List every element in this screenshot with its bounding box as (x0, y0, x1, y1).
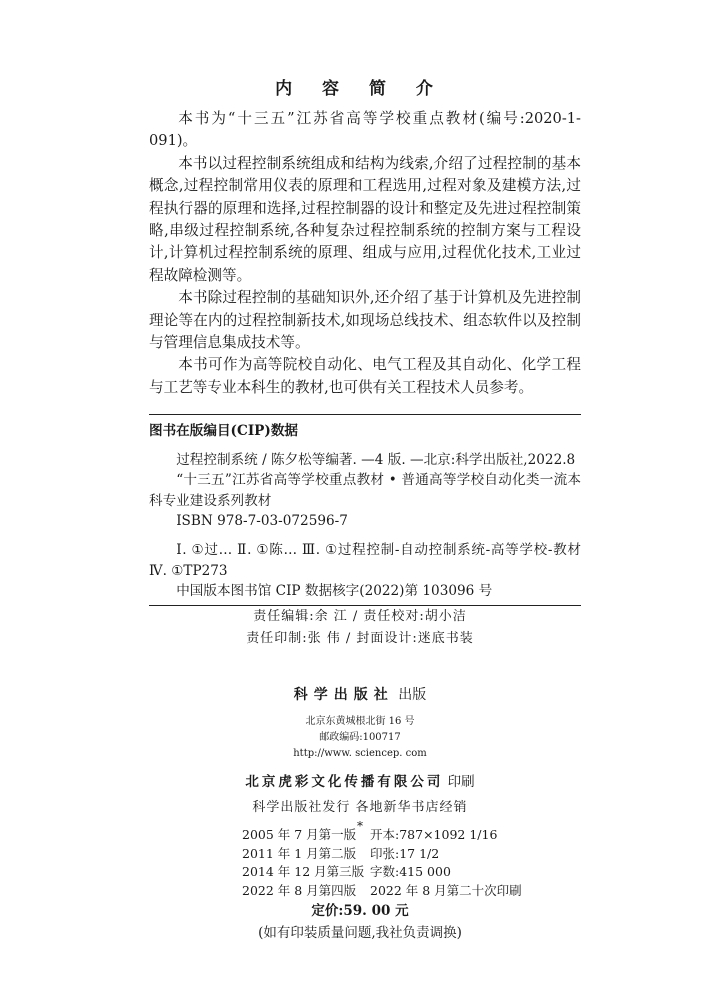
quality-note: (如有印装质量问题,我社负责调换) (258, 925, 462, 941)
editor-credit-line: 责任编辑:余 江 / 责任校对:胡小洁 (253, 609, 467, 624)
intro-paragraph: 本书除过程控制的基础知识外,还介绍了基于计算机及先进控制理论等在内的过程控制新技术,如现场总线技术、组态软件以及控制与管理信息集成技术等。 (149, 289, 581, 352)
intro-paragraph: 本书以过程控制系统组成和结构为线索,介绍了过程控制的基本概念,过程控制常用仪表的原理和工程选用,过程对象及建模方法,过程执行器的原理和选择,过程控制器的设计和整定及先进过程控制策略,串级过程控制系统,各种复杂过程控制系统的控制方案与工程设计,计算机过程控制系统的原理、组成与应用,过程优化技术,工业过程故障检测等。 (149, 154, 581, 284)
separator-star: * (357, 819, 363, 833)
staff-credits (0, 606, 720, 650)
cip-series-line: “十三五”江苏省高等学校重点教材 • 普通高等学校自动化类一流本科专业建设系列教材 (149, 472, 581, 509)
distribution-line: 科学出版社发行 各地新华书店经销 (252, 800, 468, 815)
publisher-url: http://www. sciencep. com (293, 748, 427, 759)
printer-line (0, 770, 720, 790)
cip-isbn: ISBN 978-7-03-072596-7 (176, 513, 348, 530)
edition-table (242, 826, 572, 900)
edition-row (242, 863, 572, 882)
publisher-address-block (0, 714, 720, 762)
edition-date: 2022 年 8 月第四版 (242, 882, 357, 898)
cip-block (149, 414, 581, 606)
edition-row (242, 845, 572, 864)
cip-classification: Ⅰ. ①过… Ⅱ. ①陈… Ⅲ. ①过程控制-自动控制系统-高等学校-教材 Ⅳ. ①TP273 (149, 541, 581, 579)
printer-suffix: 印刷 (443, 774, 475, 790)
intro-section (149, 108, 581, 399)
publisher-address: 北京东黄城根北街 16 号 (305, 716, 415, 727)
publisher-name: 科学出版社 (293, 687, 394, 703)
edition-date: 2005 年 7 月第一版 (242, 827, 357, 842)
edition-row (242, 882, 572, 901)
edition-spec: 印张:17 1/2 (370, 845, 440, 861)
publisher-postcode: 邮政编码:100717 (319, 732, 401, 743)
cip-number: 中国版本图书馆 CIP 数据核字(2022)第 103096 号 (176, 583, 493, 600)
production-credit-line: 责任印制:张 伟 / 封面设计:迷底书装 (246, 631, 474, 646)
edition-spec: 字数:415 000 (370, 864, 451, 879)
publisher-block (0, 684, 720, 833)
edition-date: 2014 年 12 月第三版 (242, 864, 365, 879)
intro-paragraph: 本书可作为高等院校自动化、电气工程及其自动化、化学工程与工艺等专业本科生的教材,也可供有关工程技术人员参考。 (149, 356, 581, 396)
intro-paragraph: 本书为“十三五”江苏省高等学校重点教材(编号:2020-1-091)。 (149, 110, 581, 150)
edition-spec: 2022 年 8 月第二十次印刷 (370, 882, 522, 898)
cip-heading: 图书在版编目(CIP)数据 (149, 423, 299, 439)
cip-title-line: 过程控制系统 / 陈夕松等编著. —4 版. —北京:科学出版社,2022.8 (176, 451, 576, 468)
publisher-suffix: 出版 (393, 687, 427, 703)
price: 定价:59. 00 元 (311, 903, 409, 919)
page-title: 内 容 简 介 (275, 79, 445, 99)
edition-spec: 开本:787×1092 1/16 (370, 827, 498, 842)
printer-name: 北京虎彩文化传播有限公司 (245, 774, 444, 790)
edition-row (242, 826, 572, 845)
edition-date: 2011 年 1 月第二版 (242, 845, 357, 861)
